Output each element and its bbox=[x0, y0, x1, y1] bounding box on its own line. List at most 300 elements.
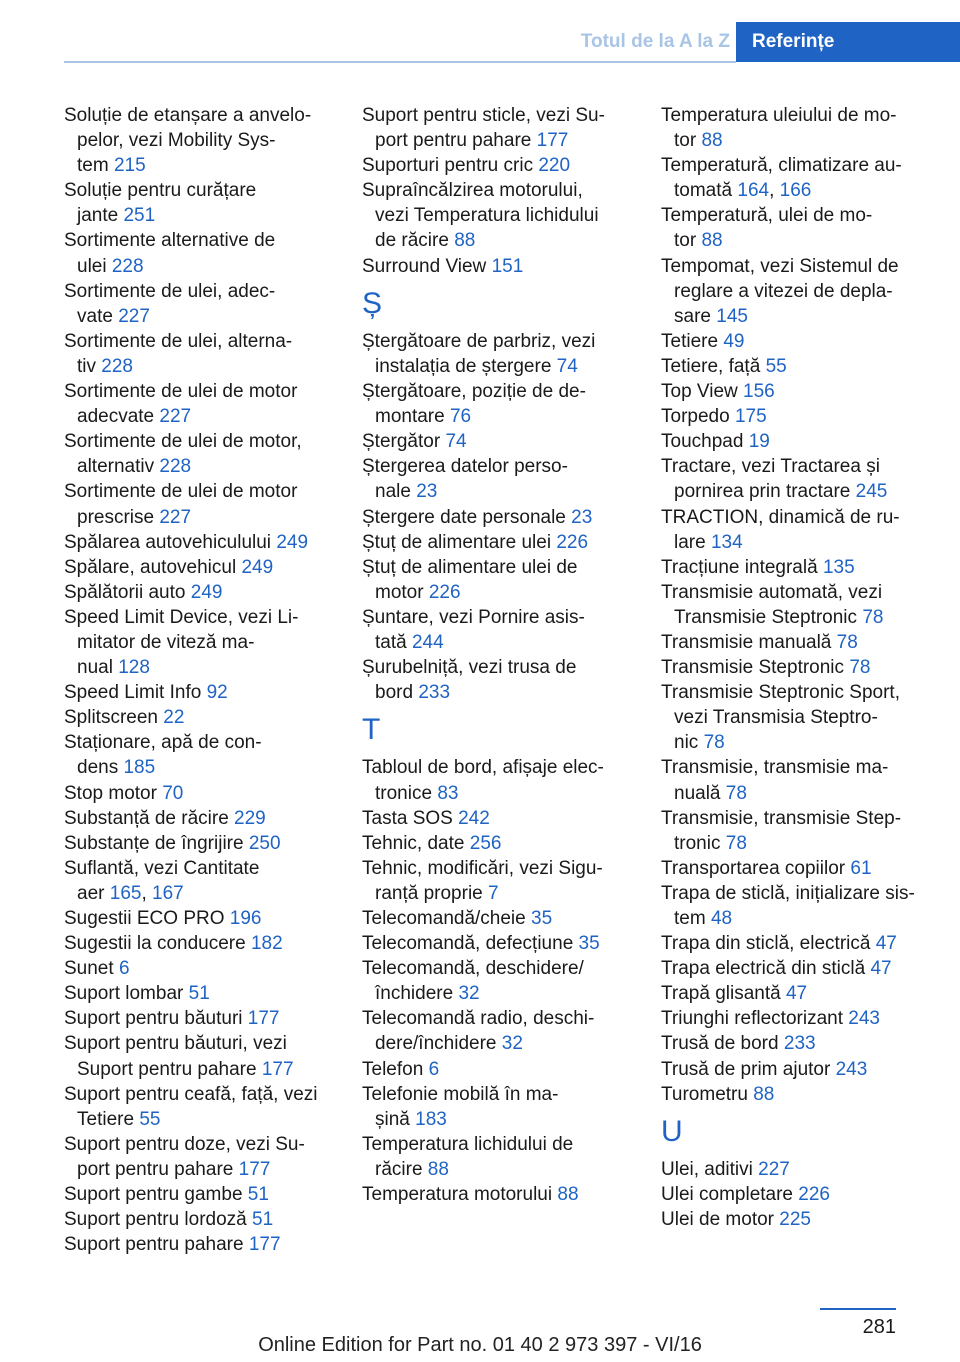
index-entry bbox=[64, 103, 332, 178]
index-entry bbox=[661, 1082, 929, 1107]
index-entry bbox=[362, 856, 630, 906]
index-entry bbox=[661, 1157, 929, 1182]
index-entry-text: Suport lombar bbox=[64, 983, 184, 1005]
index-entry-text: jante bbox=[77, 205, 119, 227]
index-entry-text: Telefon bbox=[362, 1058, 424, 1080]
index-entry bbox=[64, 806, 332, 831]
page-reference-link[interactable]: 165 bbox=[109, 882, 142, 904]
index-entry-text: Suflantă, vezi Cantitate bbox=[64, 857, 260, 879]
index-entry bbox=[661, 153, 929, 203]
index-entry-text: Tasta SOS bbox=[362, 807, 453, 829]
index-column-1 bbox=[64, 103, 332, 1257]
index-entry-text: tor bbox=[674, 230, 697, 252]
index-entry bbox=[362, 329, 630, 379]
page-reference-link[interactable]: 78 bbox=[849, 657, 871, 679]
index-entry bbox=[64, 279, 332, 329]
page-reference-link[interactable]: 19 bbox=[748, 431, 770, 453]
index-entry bbox=[64, 1132, 332, 1182]
page-reference-link[interactable]: 233 bbox=[418, 682, 451, 704]
page-reference-link[interactable]: 74 bbox=[556, 355, 578, 377]
page-reference-link[interactable]: 88 bbox=[454, 230, 476, 252]
index-entry-text: Trapa de sticlă, inițializare sis- bbox=[661, 882, 915, 904]
index-entry bbox=[661, 354, 929, 379]
index-entry bbox=[362, 505, 630, 530]
page-reference-link[interactable]: 233 bbox=[783, 1033, 816, 1055]
page-reference-link[interactable]: 55 bbox=[139, 1108, 161, 1130]
page-reference-link[interactable]: 225 bbox=[779, 1209, 811, 1231]
index-entry-text: închidere bbox=[375, 983, 454, 1005]
edition-note: Online Edition for Part no. 01 40 2 973 397 - VI/16 bbox=[258, 1334, 702, 1356]
page-reference-link[interactable]: 7 bbox=[488, 882, 499, 904]
index-entry-text: Ulei de motor bbox=[661, 1209, 774, 1231]
index-entry-text: Sortimente de ulei de motor bbox=[64, 381, 298, 403]
page-reference-link[interactable]: 156 bbox=[743, 381, 775, 403]
index-column-2 bbox=[362, 103, 630, 1207]
index-entry-text: Sortimente alternative de bbox=[64, 230, 276, 252]
index-entry-text: Top View bbox=[661, 381, 738, 403]
index-letter-heading: Ș bbox=[362, 286, 383, 320]
index-entry-text: Ștergătoare de parbriz, vezi bbox=[362, 330, 596, 352]
index-entry bbox=[64, 228, 332, 278]
index-entry bbox=[661, 856, 929, 881]
page-reference-link[interactable]: 242 bbox=[458, 807, 490, 829]
index-entry-text: Sortimente de ulei, alterna- bbox=[64, 330, 293, 352]
index-entry-text: prescrise bbox=[77, 506, 155, 528]
index-entry bbox=[64, 956, 332, 981]
index-entry bbox=[362, 1057, 630, 1082]
page-reference-link[interactable]: 22 bbox=[163, 707, 185, 729]
index-entry-text: Substanță de răcire bbox=[64, 807, 229, 829]
page-reference-link[interactable]: 249 bbox=[276, 531, 309, 553]
index-entry bbox=[362, 379, 630, 429]
index-entry-text: Ștergătoare, poziție de de- bbox=[362, 381, 586, 403]
index-entry-text: port pentru pahare bbox=[77, 1158, 234, 1180]
index-entry bbox=[661, 680, 929, 755]
page-reference-link[interactable]: 47 bbox=[875, 933, 897, 955]
page-reference-link[interactable]: 61 bbox=[850, 857, 872, 879]
index-entry-text: port pentru pahare bbox=[375, 130, 532, 152]
index-entry bbox=[64, 781, 332, 806]
index-entry-text: Suport pentru ceafă, față, vezi bbox=[64, 1083, 318, 1105]
index-entry bbox=[362, 1082, 630, 1132]
page-reference-link[interactable]: 249 bbox=[190, 581, 223, 603]
index-entry-text: motor bbox=[375, 581, 424, 603]
index-entry-text: TRACTION, dinamică de ru- bbox=[661, 506, 900, 528]
index-entry-text: aer bbox=[77, 882, 105, 904]
page-reference-link[interactable]: 83 bbox=[437, 782, 459, 804]
index-entry bbox=[661, 1207, 929, 1232]
page-reference-link[interactable]: 88 bbox=[753, 1083, 775, 1105]
index-entry-text: sare bbox=[674, 305, 711, 327]
page-reference-link[interactable]: 226 bbox=[556, 531, 589, 553]
index-entry bbox=[362, 655, 630, 705]
index-entry-text: Suport pentru băuturi, vezi bbox=[64, 1033, 287, 1055]
page-reference-link[interactable]: 243 bbox=[835, 1058, 868, 1080]
index-entry-text: nuală bbox=[674, 782, 721, 804]
index-entry-text: Sugestii ECO PRO bbox=[64, 908, 225, 929]
page-reference-link[interactable]: 78 bbox=[836, 631, 858, 653]
index-entry-text: tronic bbox=[674, 832, 721, 854]
index-entry-text: Șurubelniță, vezi trusa de bbox=[362, 657, 577, 679]
page-reference-link[interactable]: 76 bbox=[449, 406, 472, 428]
index-entry bbox=[661, 103, 929, 153]
page-reference-link[interactable]: 78 bbox=[703, 732, 725, 754]
index-entry-text: Sunet bbox=[64, 958, 114, 980]
page-reference-link[interactable]: 243 bbox=[848, 1008, 880, 1030]
index-entry bbox=[661, 329, 929, 354]
index-entry bbox=[64, 580, 332, 605]
index-entry bbox=[661, 881, 929, 931]
index-entry-text: Transportarea copiilor bbox=[661, 857, 846, 879]
index-entry bbox=[64, 1006, 332, 1031]
index-entry-text: Tetiere bbox=[77, 1108, 135, 1130]
index-entry-text: Soluție pentru curățare bbox=[64, 180, 257, 202]
page-reference-link[interactable]: 23 bbox=[416, 481, 438, 503]
index-entry-text: Soluție de etanșare a anvelo- bbox=[64, 105, 312, 126]
index-entry bbox=[64, 856, 332, 906]
index-entry bbox=[661, 1057, 929, 1082]
index-entry-text: tiv bbox=[77, 355, 96, 377]
index-entry bbox=[362, 153, 630, 178]
index-entry-text: adecvate bbox=[77, 406, 155, 428]
index-entry-text: Telecomandă radio, deschi- bbox=[362, 1008, 595, 1030]
index-entry bbox=[64, 705, 332, 730]
page-reference-link[interactable]: 88 bbox=[701, 230, 723, 252]
page-number: 281 bbox=[862, 1316, 896, 1338]
page-reference-link[interactable]: 177 bbox=[248, 1234, 281, 1256]
index-entry-text: Tetiere bbox=[661, 330, 719, 352]
index-column-3 bbox=[661, 103, 929, 1232]
index-entry-text: Suport pentru lordoză bbox=[64, 1209, 247, 1231]
index-entry-text: Trapă glisantă bbox=[661, 983, 781, 1005]
page-reference-link[interactable]: 88 bbox=[427, 1158, 449, 1180]
index-entry-text: Turometru bbox=[661, 1083, 748, 1105]
index-entry-text: Transmisie automată, vezi bbox=[661, 581, 883, 603]
index-entry-text: Temperatură, ulei de mo- bbox=[661, 205, 873, 227]
page-reference-link[interactable]: 215 bbox=[113, 155, 146, 177]
index-entry-text: Sortimente de ulei, adec- bbox=[64, 280, 276, 302]
page-reference-link[interactable]: 47 bbox=[785, 983, 808, 1005]
index-entry-text: Sugestii la conducere bbox=[64, 933, 246, 955]
index-entry-text: Ulei, aditivi bbox=[661, 1158, 753, 1180]
index-entry-text: Temperatura lichidului de bbox=[362, 1133, 574, 1155]
page-reference-link[interactable]: 256 bbox=[469, 832, 502, 854]
index-entry-text: ranță proprie bbox=[375, 882, 483, 904]
page-reference-link[interactable]: 70 bbox=[162, 782, 184, 804]
page-reference-link[interactable]: 128 bbox=[118, 657, 150, 679]
index-entry-text: Spălare, autovehicul bbox=[64, 556, 237, 578]
index-entry-text: Substanțe de îngrijire bbox=[64, 832, 244, 854]
index-entry-text: Telecomandă, deschidere/ bbox=[362, 958, 584, 980]
page-reference-link[interactable]: 145 bbox=[716, 305, 748, 327]
page-reference-link[interactable]: 49 bbox=[723, 330, 745, 352]
index-entry-text: Șuntare, vezi Pornire asis- bbox=[362, 606, 585, 628]
page-reference-link[interactable]: 134 bbox=[710, 531, 743, 553]
index-entry-text: Transmisie Steptronic bbox=[674, 606, 858, 628]
index-entry-text: Ștuț de alimentare ulei de bbox=[362, 556, 578, 578]
index-entry-text: Sortimente de ulei de motor, bbox=[64, 431, 302, 453]
index-entry bbox=[64, 429, 332, 479]
index-entry-text: Telefonie mobilă în ma- bbox=[362, 1083, 559, 1105]
index-entry-text: Transmisie, transmisie ma- bbox=[661, 757, 889, 779]
page-reference-link[interactable]: 177 bbox=[261, 1058, 294, 1080]
index-entry bbox=[362, 1182, 630, 1207]
index-entry-text: Trapa din sticlă, electrică bbox=[661, 933, 871, 955]
page-reference-link[interactable]: 88 bbox=[701, 130, 723, 152]
page-reference-link[interactable]: 78 bbox=[862, 606, 884, 628]
index-entry-text: Tehnic, modificări, vezi Sigu- bbox=[362, 857, 603, 879]
index-entry bbox=[64, 981, 332, 1006]
index-entry-text: Tabloul de bord, afișaje elec- bbox=[362, 757, 604, 779]
page-reference-link[interactable]: 182 bbox=[250, 933, 283, 955]
index-entry-text: Supraîncălzirea motorului, bbox=[362, 180, 583, 202]
page-reference-link[interactable]: 32 bbox=[501, 1033, 523, 1055]
page-reference-link[interactable]: 55 bbox=[765, 355, 787, 377]
index-entry bbox=[64, 931, 332, 956]
index-entry bbox=[661, 580, 929, 630]
index-entry bbox=[362, 755, 630, 805]
index-entry bbox=[64, 379, 332, 429]
page-reference-link[interactable]: 245 bbox=[855, 481, 888, 503]
index-entry-text: Suport pentru sticle, vezi Su- bbox=[362, 105, 605, 126]
page-reference-link[interactable]: 227 bbox=[118, 305, 150, 327]
page-reference-link[interactable]: 167 bbox=[152, 882, 184, 904]
index-entry bbox=[661, 755, 929, 805]
page-reference-link[interactable]: 78 bbox=[725, 832, 747, 854]
page-reference-link[interactable]: 177 bbox=[238, 1158, 271, 1180]
index-entry-text: Tempomat, vezi Sistemul de bbox=[661, 255, 899, 277]
page-reference-link[interactable]: 48 bbox=[710, 908, 733, 929]
index-entry-text: Speed Limit Device, vezi Li- bbox=[64, 606, 299, 628]
index-entry bbox=[362, 178, 630, 253]
index-letter-heading: U bbox=[661, 1114, 683, 1148]
page-reference-link[interactable]: 227 bbox=[758, 1158, 790, 1180]
page-reference-link[interactable]: 177 bbox=[536, 130, 569, 152]
index-entry-text: alternativ bbox=[77, 456, 155, 478]
index-entry-text: Suport pentru doze, vezi Su- bbox=[64, 1133, 305, 1155]
index-entry bbox=[362, 429, 630, 454]
index-entry bbox=[362, 454, 630, 504]
page-separator: , bbox=[141, 882, 153, 904]
index-entry-text: Transmisie, transmisie Step- bbox=[661, 807, 902, 829]
index-entry-text: bord bbox=[375, 682, 414, 704]
page-reference-link[interactable]: 51 bbox=[247, 1184, 269, 1206]
index-entry bbox=[362, 103, 630, 153]
page-reference-link[interactable]: 177 bbox=[247, 1008, 280, 1030]
index-entry bbox=[362, 831, 630, 856]
index-entry-text: dens bbox=[77, 757, 119, 779]
index-entry-text: Torpedo bbox=[661, 406, 730, 428]
index-entry-text: tem bbox=[77, 155, 109, 177]
footer-rule bbox=[820, 1308, 896, 1310]
index-entry bbox=[661, 454, 929, 504]
page-reference-link[interactable]: 135 bbox=[822, 556, 855, 578]
page-reference-link[interactable]: 185 bbox=[123, 757, 156, 779]
index-entry-text: Temperatura uleiului de mo- bbox=[661, 105, 897, 126]
index-entry-text: nual bbox=[77, 657, 113, 679]
page-reference-link[interactable]: 51 bbox=[252, 1209, 274, 1231]
page-reference-link[interactable]: 228 bbox=[111, 255, 144, 277]
index-entry bbox=[661, 655, 929, 680]
page-header bbox=[0, 22, 960, 62]
index-entry bbox=[362, 605, 630, 655]
index-entry bbox=[362, 530, 630, 555]
page-reference-link[interactable]: 47 bbox=[870, 958, 892, 980]
header-section-title: Totul de la A la Z bbox=[580, 31, 730, 52]
index-entry-text: reglare a vitezei de depla- bbox=[674, 280, 893, 302]
index-entry-text: nic bbox=[674, 732, 699, 754]
index-entry-text: ulei bbox=[77, 255, 107, 277]
index-entry-text: Splitscreen bbox=[64, 707, 158, 729]
index-entry-text: Temperatură, climatizare au- bbox=[661, 155, 902, 177]
index-entry bbox=[64, 1232, 332, 1257]
index-entry-text: Trapa electrică din sticlă bbox=[661, 958, 866, 980]
index-entry-text: mitator de viteză ma- bbox=[77, 631, 255, 653]
page-reference-link[interactable]: 249 bbox=[241, 556, 274, 578]
page-reference-link[interactable]: 6 bbox=[428, 1058, 440, 1080]
index-entry bbox=[64, 1207, 332, 1232]
page-reference-link[interactable]: 88 bbox=[557, 1184, 579, 1206]
index-entry-text: Trusă de prim ajutor bbox=[661, 1058, 831, 1080]
page-reference-link[interactable]: 220 bbox=[538, 155, 571, 177]
index-entry-text: Suporturi pentru cric bbox=[362, 155, 534, 177]
index-entry-text: răcire bbox=[375, 1158, 423, 1180]
index-entry-text: Spălarea autovehiculului bbox=[64, 531, 272, 553]
index-entry-text: Spălătorii auto bbox=[64, 581, 186, 603]
index-entry bbox=[64, 906, 332, 931]
page-reference-link[interactable]: 244 bbox=[411, 631, 444, 653]
index-entry-text: pornirea prin tractare bbox=[674, 481, 851, 503]
index-entry-text: Transmisie Steptronic Sport, bbox=[661, 682, 900, 704]
index-entry-text: Suport pentru pahare bbox=[77, 1058, 257, 1080]
index-entry bbox=[64, 1031, 332, 1081]
index-entry-text: nale bbox=[375, 481, 411, 503]
index-entry-text: Staționare, apă de con- bbox=[64, 732, 262, 754]
index-entry-text: pelor, vezi Mobility Sys- bbox=[77, 130, 276, 152]
index-entry bbox=[661, 404, 929, 429]
index-entry bbox=[661, 254, 929, 329]
index-entry-text: tomată bbox=[674, 180, 733, 202]
index-entry bbox=[362, 1006, 630, 1056]
index-entry bbox=[661, 555, 929, 580]
index-entry bbox=[64, 831, 332, 856]
index-entry bbox=[64, 479, 332, 529]
index-entry bbox=[661, 203, 929, 253]
index-entry-text: tronice bbox=[375, 782, 433, 804]
index-entry bbox=[661, 1031, 929, 1056]
index-entry-text: vate bbox=[77, 305, 113, 327]
page-reference-link[interactable]: 251 bbox=[123, 205, 156, 227]
header-tab: Referințe bbox=[736, 22, 960, 62]
index-entry-text: Trusă de bord bbox=[661, 1033, 779, 1055]
index-entry bbox=[64, 555, 332, 580]
index-entry-text: vezi Temperatura lichidului bbox=[375, 205, 599, 227]
index-entry-text: Telecomandă/cheie bbox=[362, 908, 526, 929]
index-entry bbox=[64, 1082, 332, 1132]
page-reference-link[interactable]: 32 bbox=[458, 983, 480, 1005]
page-reference-link[interactable]: 166 bbox=[779, 180, 812, 202]
index-entry-text: Transmisie Steptronic bbox=[661, 657, 845, 679]
index-entry-text: dere/închidere bbox=[375, 1033, 497, 1055]
index-entry bbox=[661, 505, 929, 555]
index-entry-text: Tetiere, față bbox=[661, 355, 761, 377]
page-reference-link[interactable]: 175 bbox=[734, 406, 767, 428]
page-reference-link[interactable]: 183 bbox=[415, 1108, 447, 1130]
page-reference-link[interactable]: 74 bbox=[445, 431, 467, 453]
index-entry bbox=[64, 530, 332, 555]
page-reference-link[interactable]: 51 bbox=[188, 983, 210, 1005]
page-reference-link[interactable]: 229 bbox=[234, 807, 266, 829]
index-entry bbox=[661, 429, 929, 454]
index-entry-text: Suport pentru gambe bbox=[64, 1184, 243, 1206]
index-entry bbox=[661, 1006, 929, 1031]
page-reference-link[interactable]: 226 bbox=[798, 1184, 830, 1206]
page-reference-link[interactable]: 78 bbox=[725, 782, 747, 804]
index-entry bbox=[661, 1182, 929, 1207]
index-entry-text: tată bbox=[375, 631, 407, 653]
page-reference-link[interactable]: 228 bbox=[101, 355, 133, 377]
page-reference-link[interactable]: 226 bbox=[428, 581, 461, 603]
index-entry bbox=[661, 931, 929, 956]
page-reference-link[interactable]: 227 bbox=[159, 506, 192, 528]
index-entry bbox=[64, 329, 332, 379]
index-entry-text: Stop motor bbox=[64, 782, 157, 804]
index-entry-text: Temperatura motorului bbox=[362, 1184, 553, 1206]
index-entry bbox=[661, 379, 929, 404]
index-entry bbox=[661, 630, 929, 655]
page-reference-link[interactable]: 35 bbox=[531, 908, 553, 929]
index-entry bbox=[661, 806, 929, 856]
index-entry bbox=[362, 254, 630, 279]
index-entry bbox=[362, 555, 630, 605]
index-entry-text: Surround View bbox=[362, 255, 487, 277]
page-reference-link[interactable]: 23 bbox=[571, 506, 593, 528]
index-entry-text: Telecomandă, defecțiune bbox=[362, 933, 574, 955]
index-entry-text: Ulei completare bbox=[661, 1184, 793, 1206]
index-entry bbox=[362, 1132, 630, 1182]
index-entry bbox=[64, 680, 332, 705]
index-letter-heading: T bbox=[362, 713, 381, 747]
index-entry-text: Speed Limit Info bbox=[64, 682, 202, 704]
index-entry bbox=[362, 906, 630, 931]
index-entry-text: de răcire bbox=[375, 230, 449, 252]
page-reference-link[interactable]: 227 bbox=[159, 406, 192, 428]
index-entry-text: Transmisie manuală bbox=[661, 631, 832, 653]
page-reference-link[interactable]: 250 bbox=[248, 832, 281, 854]
index-entry-text: Tehnic, date bbox=[362, 832, 465, 854]
index-entry-text: Triunghi reflectorizant bbox=[661, 1008, 843, 1030]
page-reference-link[interactable]: 196 bbox=[229, 908, 262, 929]
page-reference-link[interactable]: 6 bbox=[118, 958, 130, 980]
index-entry-text: șină bbox=[375, 1108, 410, 1130]
header-rule bbox=[64, 61, 736, 63]
index-entry-text: lare bbox=[674, 531, 706, 553]
page-reference-link[interactable]: 164 bbox=[737, 180, 770, 202]
index-entry-text: vezi Transmisia Steptro- bbox=[674, 707, 878, 729]
page-separator: , bbox=[769, 180, 780, 202]
index-entry-text: Ștuț de alimentare ulei bbox=[362, 531, 552, 553]
index-entry bbox=[661, 981, 929, 1006]
page-reference-link[interactable]: 228 bbox=[159, 456, 192, 478]
page-reference-link[interactable]: 35 bbox=[578, 933, 600, 955]
index-entry-text: Tractare, vezi Tractarea și bbox=[661, 456, 880, 478]
index-entry-text: Ștergere date personale bbox=[362, 506, 566, 528]
page-reference-link[interactable]: 151 bbox=[491, 255, 524, 277]
index-entry bbox=[64, 730, 332, 780]
page-reference-link[interactable]: 92 bbox=[206, 682, 228, 704]
index-entry bbox=[362, 806, 630, 831]
index-entry-text: montare bbox=[375, 406, 445, 428]
